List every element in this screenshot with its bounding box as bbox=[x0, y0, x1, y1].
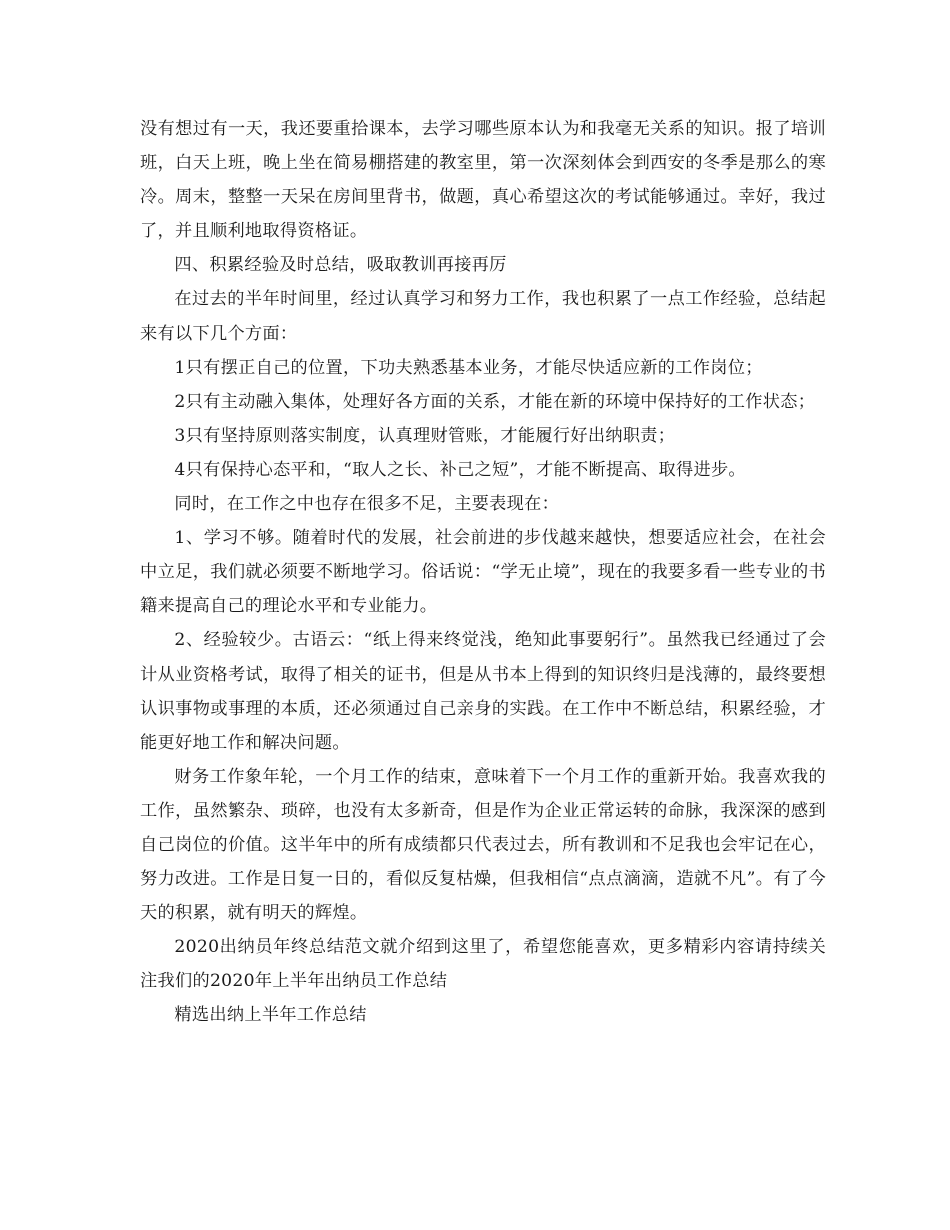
list-item-1: 1只有摆正自己的位置，下功夫熟悉基本业务，才能尽快适应新的工作岗位； bbox=[174, 357, 763, 378]
paragraph-12: 2020出纳员年终总结范文就介绍到这里了，希望您能喜欢，更多精彩内容请持续关注我们的2020年上半年出纳员工作总结 bbox=[140, 937, 826, 992]
list-item-3: 3只有坚持原则落实制度，认真理财管账，才能履行好出纳职责； bbox=[174, 425, 676, 446]
paragraph-1: 没有想过有一天，我还要重拾课本，去学习哪些原本认为和我毫无关系的知识。报了培训班，白天上班，晚上坐在简易棚搭建的教室里，第一次深刻体会到西安的冬季是那么的寒冷。周末，整整一天呆在房间里背书，做题，真心希望这次的考试能够通过。幸好，我过了，并且顺利地取得资格证。 bbox=[140, 119, 826, 242]
section-heading-4: 四、积累经验及时总结，吸取教训再接再厉 bbox=[174, 255, 507, 276]
paragraph-11: 财务工作象年轮，一个月工作的结束，意味着下一个月工作的重新开始。我喜欢我的工作，虽然繁杂、琐碎，也没有太多新奇，但是作为企业正常运转的命脉，我深深的感到自己岗位的价值。这半年中的所有成绩都只代表过去，所有教训和不足我也会牢记在心，努力改进。工作是日复一日的，看似反复枯燥，但我相信“点点滴滴，造就不凡”。有了今天的积累，就有明天的辉煌。 bbox=[140, 766, 826, 924]
shortcoming-1: 1、学习不够。随着时代的发展，社会前进的步伐越来越快，想要适应社会，在社会中立足，我们就必须要不断地学习。俗话说：“学无止境”，现在的我要多看一些专业的书籍来提高自己的理论水平和专业能力。 bbox=[140, 528, 826, 617]
list-item-4: 4只有保持心态平和，“取人之长、补己之短”，才能不断提高、取得进步。 bbox=[174, 459, 746, 480]
list-item-2: 2只有主动融入集体，处理好各方面的关系，才能在新的环境中保持好的工作状态； bbox=[174, 391, 816, 412]
document-body bbox=[140, 112, 826, 1033]
paragraph-8: 同时，在工作之中也存在很多不足，主要表现在： bbox=[174, 494, 560, 515]
shortcoming-2: 2、经验较少。古语云：“纸上得来终觉浅，绝知此事要躬行”。虽然我已经通过了会计从业资格考试，取得了相关的证书，但是从书本上得到的知识终归是浅薄的，最终要想认识事物或事理的本质，还必须通过自己亲身的实践。在工作中不断总结，积累经验，才能更好地工作和解决问题。 bbox=[140, 630, 826, 753]
paragraph-13: 精选出纳上半年工作总结 bbox=[174, 1005, 367, 1026]
paragraph-3: 在过去的半年时间里，经过认真学习和努力工作，我也积累了一点工作经验，总结起来有以下几个方面： bbox=[140, 289, 826, 344]
